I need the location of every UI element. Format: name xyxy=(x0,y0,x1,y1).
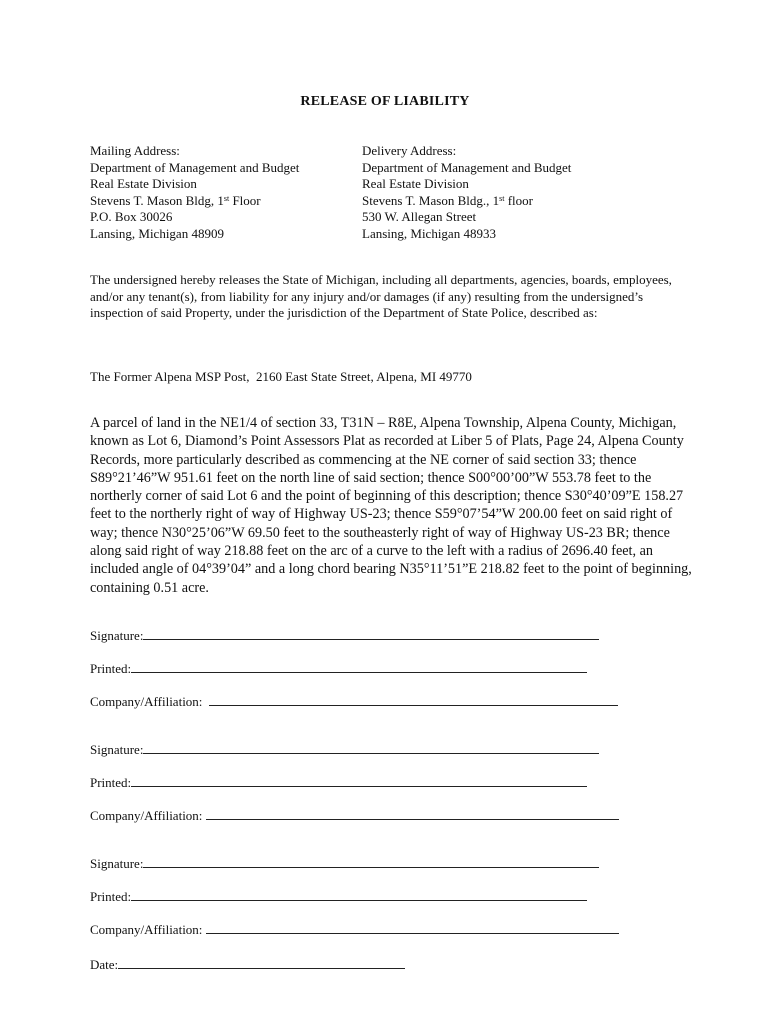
delivery-address-line1: Department of Management and Budget xyxy=(362,159,572,175)
company-line[interactable] xyxy=(209,693,618,706)
signature-label: Signature: xyxy=(90,856,144,871)
printed-field-2[interactable] xyxy=(90,774,587,791)
delivery-address-line4: 530 W. Allegan Street xyxy=(362,209,477,225)
delivery-address-line3 xyxy=(362,193,571,210)
mailing-address-line5: Lansing, Michigan 48909 xyxy=(90,225,224,241)
date-field[interactable] xyxy=(90,956,405,973)
legal-description-paragraph: A parcel of land in the NE1/4 of section 33, T31N – R8E, Alpena Township, Alpena County, Michigan, known as Lot 6, Diamond’s Point Assessors Plat as recorded at Liber 5 of Plats, Page 24, Alpena County Records, more particularly described as commencing at the NE corner of said section 33; thence S89°21’46”W 951.61 feet on the north line of said section; thence S00°00’00”W 553.78 feet to the northerly corner of said Lot 6 and the point of beginning of this description; thence S30°40’09”E 158.27 feet to the northerly right of way of Highway US-23; thence S59°07’54”W 200.00 feet on said right of way; thence N30°25’06”W 69.50 feet to the southeasterly right of way of Highway US-23 BR; thence along said right of way 218.88 feet on the arc of a curve to the left with a radius of 2696.40 feet, an included angle of 04°39’04” and a long chord bearing N35°11’51”E 218.82 feet to the point of beginning, containing 0.51 acre. xyxy=(90,415,692,596)
company-field-2[interactable] xyxy=(90,807,619,824)
delivery-address-line3-text: Stevens T. Mason Bldg., 1 xyxy=(362,192,500,208)
company-line[interactable] xyxy=(206,807,619,820)
delivery-address-block xyxy=(362,143,571,243)
mailing-address-line4: P.O. Box 30026 xyxy=(90,209,173,225)
company-line[interactable] xyxy=(206,921,619,934)
mailing-address-line3-text: Stevens T. Mason Bldg, 1 xyxy=(90,192,224,208)
company-label: Company/Affiliation: xyxy=(90,808,203,823)
signature-field-1[interactable] xyxy=(90,627,599,644)
signature-label: Signature: xyxy=(90,628,144,643)
signature-line[interactable] xyxy=(143,627,599,640)
mailing-address-line3 xyxy=(90,193,299,210)
mailing-address-line1: Department of Management and Budget xyxy=(90,159,300,175)
printed-label: Printed: xyxy=(90,661,132,676)
delivery-address-line5: Lansing, Michigan 48933 xyxy=(362,225,496,241)
delivery-address-line2: Real Estate Division xyxy=(362,176,469,192)
property-description: The Former Alpena MSP Post, 2160 East State Street, Alpena, MI 49770 xyxy=(90,369,472,384)
signature-field-2[interactable] xyxy=(90,741,599,758)
printed-line[interactable] xyxy=(131,888,587,901)
signature-field-3[interactable] xyxy=(90,855,599,872)
mailing-address-label: Mailing Address: xyxy=(90,143,180,158)
company-label: Company/Affiliation: xyxy=(90,922,203,937)
delivery-address-label: Delivery Address: xyxy=(362,143,457,158)
company-field-3[interactable] xyxy=(90,921,619,938)
printed-field-1[interactable] xyxy=(90,660,587,677)
company-field-1[interactable] xyxy=(90,693,618,710)
delivery-address-line3-sup: st xyxy=(499,193,505,203)
mailing-address-line2: Real Estate Division xyxy=(90,176,197,192)
mailing-address-line3-sup: st xyxy=(223,193,230,203)
mailing-address-line3-post: Floor xyxy=(229,192,261,208)
signature-line[interactable] xyxy=(143,741,599,754)
printed-line[interactable] xyxy=(131,774,587,787)
signature-label: Signature: xyxy=(90,742,144,757)
mailing-address-block xyxy=(90,143,299,243)
date-line[interactable] xyxy=(118,956,405,969)
document-title: RELEASE OF LIABILITY xyxy=(300,94,470,109)
printed-line[interactable] xyxy=(131,660,587,673)
release-intro-paragraph: The undersigned hereby releases the State of Michigan, including all departments, agencies, boards, employees, and/or any tenant(s), from liability for any injury and/or damages (if any) resulting from the undersigned’s inspection of said Property, under the jurisdiction of the Department of State Police, described as: xyxy=(90,272,672,321)
date-label: Date: xyxy=(90,957,119,972)
delivery-address-line3-post: floor xyxy=(504,192,533,208)
company-label: Company/Affiliation: xyxy=(90,694,203,709)
printed-label: Printed: xyxy=(90,775,132,790)
printed-label: Printed: xyxy=(90,889,132,904)
printed-field-3[interactable] xyxy=(90,888,587,905)
signature-line[interactable] xyxy=(143,855,599,868)
